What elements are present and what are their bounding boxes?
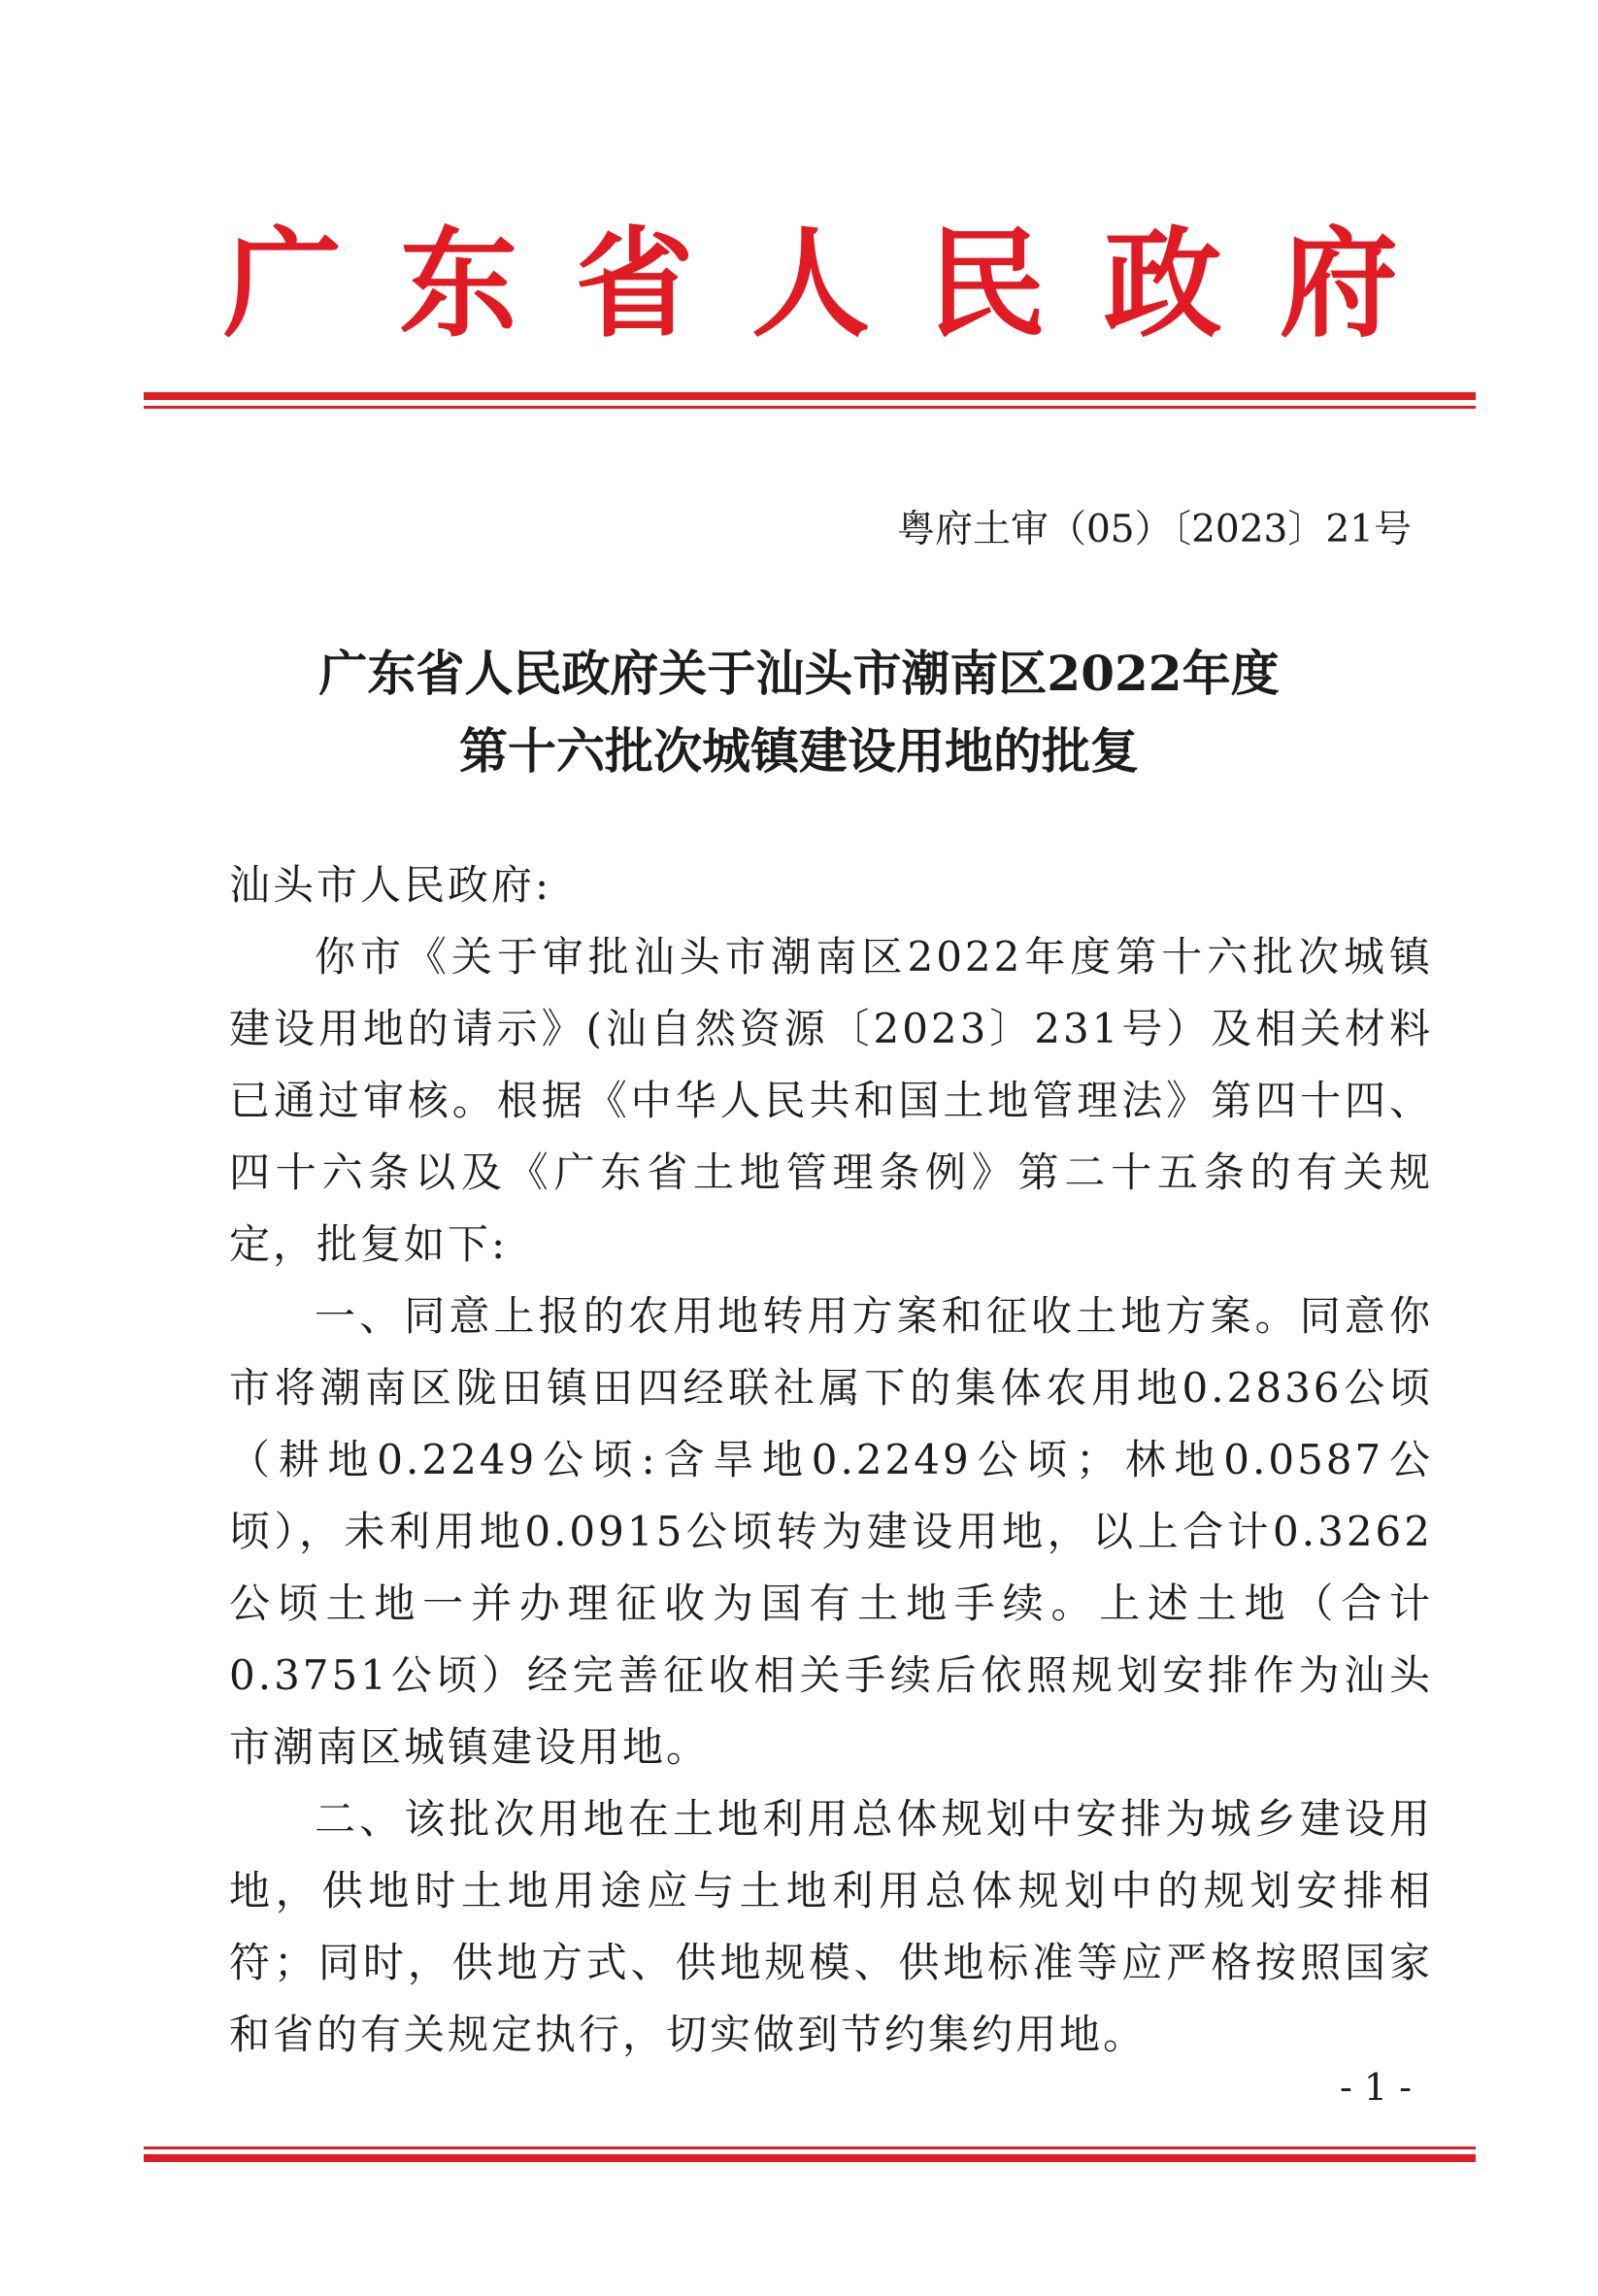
header-char: 东	[399, 216, 518, 353]
issuer-header	[223, 216, 1398, 353]
footer-divider-thick	[144, 2154, 1476, 2162]
header-char: 广	[223, 216, 342, 353]
header-char: 人	[750, 216, 870, 353]
header-char: 政	[1103, 216, 1222, 353]
header-char: 府	[1279, 216, 1398, 353]
footer-divider-thin	[144, 2146, 1476, 2149]
paragraph-item-1: 一、同意上报的农用地转用方案和征收土地方案。同意你市将潮南区陇田镇田四经联社属下的集体农用地0.2836公顷（耕地0.2249公顷:含旱地0.2249公顷；林地0.0587公顷），未利用地0.0915公顷转为建设用地，以上合计0.3262公顷土地一并办理征收为国有土地手续。上述土地（合计0.3751公顷）经完善征收相关手续后依照规划安排作为汕头市潮南区城镇建设用地。	[229, 1292, 1433, 1771]
title-line-2: 第十六批次城镇建设用地的批复	[459, 722, 1139, 780]
page-number: - 1 -	[1339, 2066, 1412, 2109]
paragraph-item-2: 二、该批次用地在土地利用总体规划中安排为城乡建设用地，供地时土地用途应与土地利用总体规划中的规划安排相符；同时，供地方式、供地规模、供地标准等应严格按照国家和省的有关规定执行，切实做到节约集约用地。	[229, 1795, 1433, 2058]
addressee: 汕头市人民政府:	[229, 861, 552, 909]
title-line-1: 广东省人民政府关于汕头市潮南区2022年度	[318, 645, 1280, 702]
document-body	[229, 849, 1433, 2071]
document-title	[194, 635, 1404, 790]
document-number: 粤府土审（05）〔2023〕21号	[896, 508, 1412, 551]
header-divider-thin	[144, 406, 1476, 409]
paragraph-intro: 你市《关于审批汕头市潮南区2022年度第十六批次城镇建设用地的请示》(汕自然资源〔2023〕231号）及相关材料已通过审核。根据《中华人民共和国土地管理法》第四十四、四十六条以及《广东省土地管理条例》第二十五条的有关规定，批复如下:	[229, 933, 1433, 1268]
header-char: 民	[927, 216, 1047, 353]
header-char: 省	[575, 216, 694, 353]
header-divider-thick	[144, 392, 1476, 400]
